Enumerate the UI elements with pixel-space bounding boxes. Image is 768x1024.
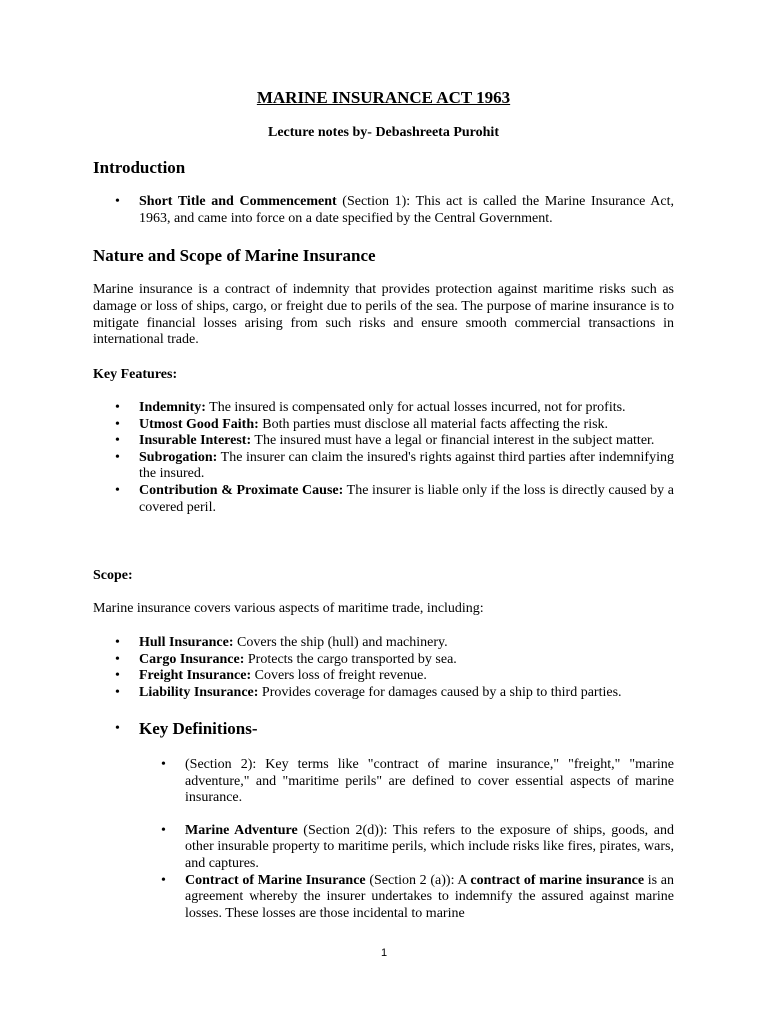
bullet-icon: • [161, 872, 166, 888]
bullet-icon: • [115, 651, 120, 667]
list-item: • Cargo Insurance: Protects the cargo transported by sea. [115, 651, 457, 667]
bullet-icon: • [115, 449, 120, 465]
list-item: • Utmost Good Faith: Both parties must disclose all material facts affecting the risk. [115, 416, 609, 432]
bullet-icon: • [115, 635, 120, 650]
list-item: • Liability Insurance: Provides coverage for damages caused by a ship to third parties. [115, 684, 622, 700]
heading-nature-scope: Nature and Scope of Marine Insurance [93, 246, 376, 265]
list-item: • Subrogation: The insurer can claim the insured's rights against third parties after indemnifying the insured. [115, 449, 674, 482]
list-item: • Contribution & Proximate Cause: The insurer is liable only if the loss is directly caused by a covered peril. [115, 482, 674, 515]
list-item: • Contract of Marine Insurance (Section 2 (a)): A contract of marine insurance is an agreement whereby the insurer undertakes to indemnify the assured against marine losses. These losses are those incidental to marine [161, 872, 674, 921]
features-list [115, 400, 674, 516]
heading-introduction: Introduction [93, 158, 186, 177]
bullet-icon: • [115, 721, 120, 736]
scope-intro: Marine insurance covers various aspects of maritime trade, including: [93, 601, 484, 616]
list-item: • Marine Adventure (Section 2(d)): This refers to the exposure of ships, goods, and other insurable property to maritime perils, which include risks like fires, pirates, wars, and captures. [161, 822, 674, 871]
nature-paragraph: Marine insurance is a contract of indemnity that provides protection against maritime risks such as damage or loss of ships, cargo, or freight due to perils of the sea. The purpose of marine insurance is to mitigate financial losses arising from such risks and ensure smooth commercial transactions in international trade. [93, 282, 674, 348]
bullet-icon: • [115, 482, 120, 498]
heading-key-features: Key Features: [93, 367, 178, 382]
list-item: • Freight Insurance: Covers loss of freight revenue. [115, 668, 427, 684]
document-subtitle: Lecture notes by- Debashreeta Purohit [268, 125, 499, 140]
bullet-icon: • [115, 400, 120, 415]
bullet-icon: • [161, 757, 166, 772]
list-item: • Indemnity: The insured is compensated only for actual losses incurred, not for profits. [115, 400, 626, 415]
list-item: • Short Title and Commencement (Section 1): This act is called the Marine Insurance Act, 1963, and came into force on a date specified by the Central Government. [115, 194, 674, 226]
bullet-icon: • [115, 684, 120, 700]
bullet-icon: • [115, 433, 120, 449]
bullet-icon: • [161, 822, 166, 838]
scope-list [115, 635, 674, 701]
definitions-list [161, 757, 674, 922]
list-item: • (Section 2): Key terms like "contract of marine insurance," "freight," "marine adventure," and "maritime perils" are defined to cover essential aspects of marine insurance. [161, 757, 674, 806]
bullet-icon: • [115, 416, 120, 432]
heading-scope: Scope: [93, 568, 133, 583]
page-number: 1 [380, 947, 388, 959]
document-title: MARINE INSURANCE ACT 1963 [256, 88, 511, 107]
bullet-icon: • [115, 668, 120, 684]
intro-list [115, 194, 674, 227]
heading-key-definitions: Key Definitions- [139, 719, 258, 738]
list-item: • Insurable Interest: The insured must have a legal or financial interest in the subject matter. [115, 433, 655, 449]
list-item: • Hull Insurance: Covers the ship (hull) and machinery. [115, 635, 448, 650]
bullet-icon: • [115, 194, 120, 209]
